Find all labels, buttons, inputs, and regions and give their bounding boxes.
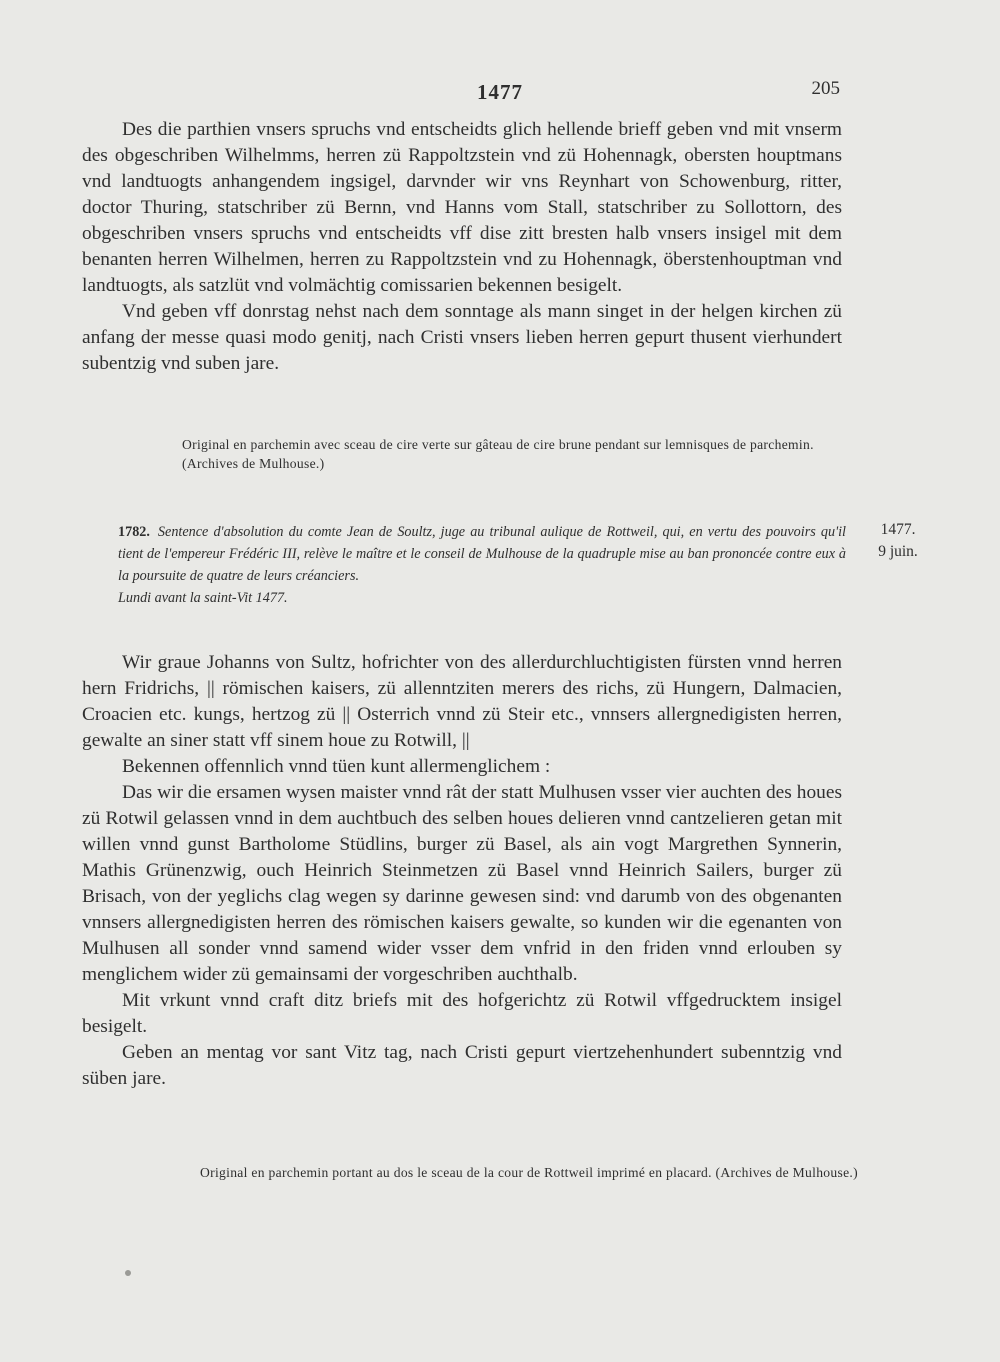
page-number: 205 [811,78,840,99]
margin-day: 9 juin. [878,543,918,560]
document-2-source-note [200,1163,860,1182]
regest-dateline: Lundi avant la saint-Vit 1477. [118,590,288,606]
paper-speck [125,1270,131,1276]
paragraph: Wir graue Johanns von Sultz, hofrichter von des allerdurchluchtigisten fürsten vnnd herren hern Fridrichs, || römischen kaisers, zü allenntziten merers des richs, zü Hungern, Dalmacien, Croacien etc. kungs, hertzog zü || Osterrich vnnd zü Steir etc., vnnsers allergnedigisten herren, gewalte an siner statt vff sinem houe zu Rotwill, || [82,652,842,751]
regest-1782 [118,521,846,609]
margin-year: 1477. [880,521,916,538]
regest-number: 1782. [118,524,150,540]
paragraph: Das wir die ersamen wysen maister vnnd rât der statt Mulhusen vsser vier auchten des houes zü Rotwil gelassen vnnd in dem auchtbuch des selben houes delieren vnnd cantzelieren getan mit willen vnnd gunst Bartholome Stüdlins, burger zü Basel, als ain vogt Margrethen Synnerin, Mathis Grünenzwig, ouch Heinrich Steinmetzen zü Basel vnnd Heinrich Sailers, burger zü Brisach, von der yeglichs clag wegen sy darinne gewesen sind: vnd darumb von des obgenanten vnnsers allergnedigisten herren des römischen kaisers gewalte, so kunden wir die egenanten von Mulhusen all sonder vnnd samend wider vsser dem vnfrid in den friden vnnd erlouben sy menglichem wider zü gemainsami der vorgeschriben auchthalb. [82,782,842,985]
document-1-source-note [182,435,842,473]
document-1-text [82,117,842,377]
paragraph: Bekennen offennlich vnnd tüen kunt allermenglichem : [122,756,551,777]
source-note-text: Original en parchemin avec sceau de cire verte sur gâteau de cire brune pendant sur lemnisques de parchemin. (Archives de Mulhouse.) [182,437,814,471]
paragraph: Geben an mentag vor sant Vitz tag, nach Cristi gepurt viertzehenhundert subenntzig vnd süben jare. [82,1042,842,1089]
regest-summary: Sentence d'absolution du comte Jean de Soultz, juge au tribunal aulique de Rottweil, qui, en vertu des pouvoirs qu'il tient de l'empereur Frédéric III, relève le maître et le conseil de Mulhouse de la quadruple mise au ban prononcée contre eux à la poursuite de quatre de leurs créanciers. [118,524,846,584]
paragraph: Des die parthien vnsers spruchs vnd entscheidts glich hellende brieff geben vnd mit vnserm des obgeschriben Wilhelmms, herren zü Rappoltzstein vnd zü Hohennagk, obersten houptmans vnd landtuogts anhangendem ingsigel, darvnder wir vns Reynhart von Schowenburg, ritter, doctor Thuring, statschriber zü Bernn, vnd Hanns vom Stall, statschriber zu Sollottorn, des obgeschriben vnsers spruchs vnd entscheidts vff dise zitt bresten halb vnsers insigel mit dem benanten herren Wilhelmen, herren zu Rappoltzstein vnd zu Hohennagk, öberstenhouptman vnd landtuogts, als satzlüt vnd volmächtig comissarien bekennen besigelt. [82,119,842,296]
page-header-year: 1477 [477,80,523,104]
paragraph: Vnd geben vff donrstag nehst nach dem sonntage als mann singet in der helgen kirchen zü anfang der messe quasi modo genitj, nach Cristi vnsers lieben herren gepurt thusent vierhundert subentzig vnd suben jare. [82,301,842,374]
paragraph: Mit vrkunt vnnd craft ditz briefs mit des hofgerichtz zü Rotwil vffgedrucktem insigel besigelt. [82,990,842,1037]
source-note-text: Original en parchemin portant au dos le sceau de la cour de Rottweil imprimé en placard. (Archives de Mulhouse.) [200,1165,858,1180]
margin-date [866,519,930,563]
document-2-text [82,650,842,1092]
